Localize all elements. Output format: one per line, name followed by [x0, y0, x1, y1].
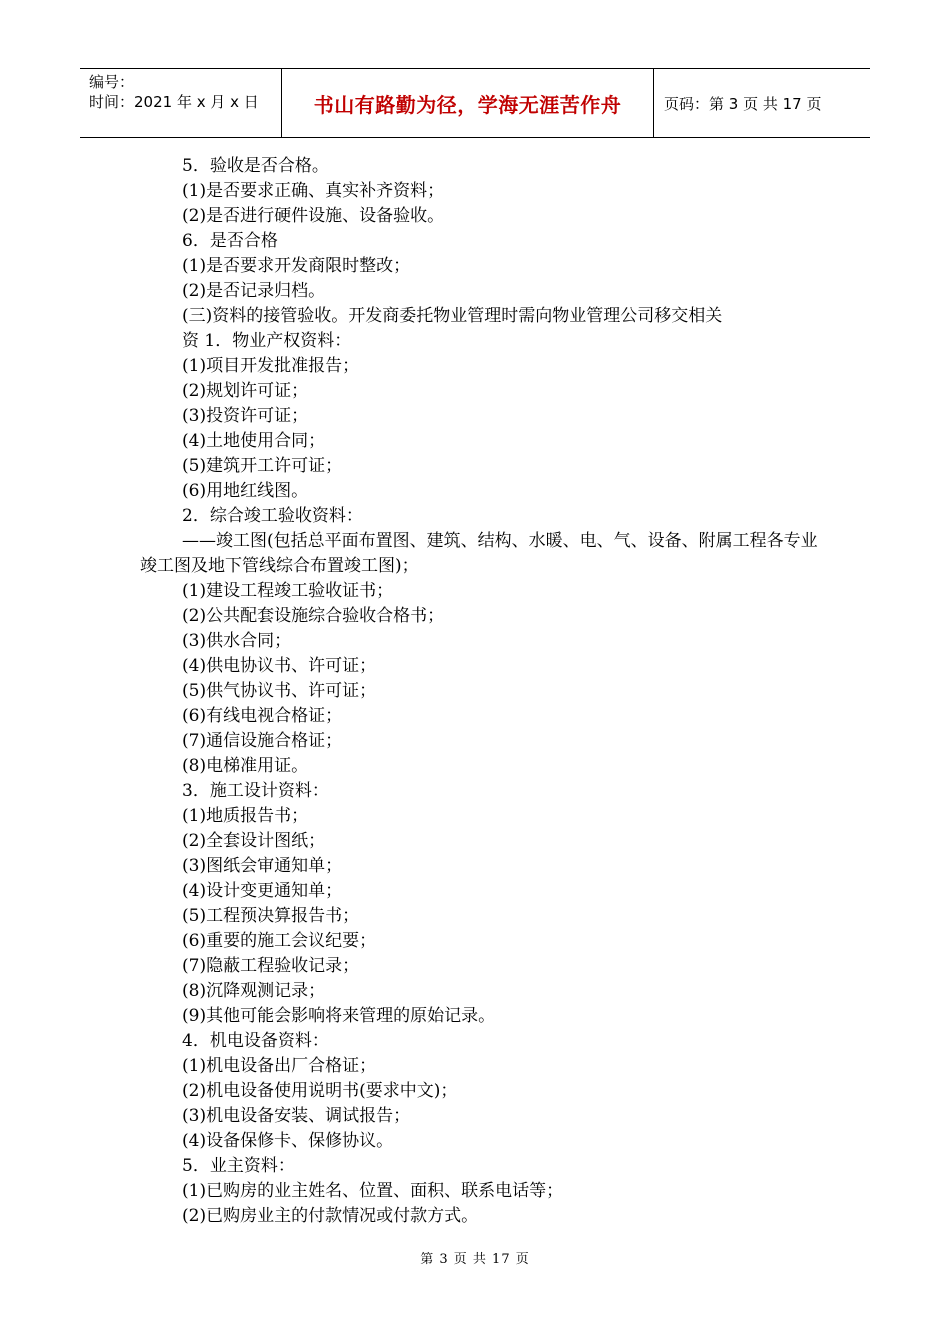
body-line: 资 1．物业产权资料：: [182, 331, 352, 351]
body-line: (6)用地红线图。: [182, 481, 309, 501]
body-line: (1)地质报告书；: [182, 806, 309, 826]
body-line: (9)其他可能会影响将来管理的原始记录。: [182, 1006, 496, 1026]
header-meta: [80, 69, 282, 137]
body-line: 3．施工设计资料：: [182, 781, 329, 801]
header-motto-cell: [282, 69, 654, 137]
body-line: (7)隐蔽工程验收记录；: [182, 956, 360, 976]
body-paragraph: ——竣工图(包括总平面布置图、建筑、结构、水暖、电、气、设备、附属工程各专业竣工图及地下管线综合布置竣工图)；: [140, 531, 818, 576]
body-line: (2)公共配套设施综合验收合格书；: [182, 606, 445, 626]
body-line: (2)规划许可证；: [182, 381, 309, 401]
body-line: (2)已购房业主的付款情况或付款方式。: [182, 1206, 479, 1226]
document-body: [140, 154, 820, 1229]
body-line: (8)沉降观测记录；: [182, 981, 326, 1001]
body-line: (3)投资许可证；: [182, 406, 309, 426]
body-line: (2)全套设计图纸；: [182, 831, 326, 851]
body-line: (6)有线电视合格证；: [182, 706, 343, 726]
body-line: 4．机电设备资料：: [182, 1031, 329, 1051]
body-line: (1)是否要求开发商限时整改；: [182, 256, 411, 276]
document-date: 时间：2021 年 x 月 x 日: [89, 93, 259, 111]
body-line: 6．是否合格: [182, 231, 278, 251]
body-line: (1)已购房的业主姓名、位置、面积、联系电话等；: [182, 1181, 564, 1201]
body-line: (三)资料的接管验收。开发商委托物业管理时需向物业管理公司移交相关: [182, 306, 723, 326]
body-line: (1)是否要求正确、真实补齐资料；: [182, 181, 445, 201]
body-line: (1)建设工程竣工验收证书；: [182, 581, 394, 601]
body-line: (3)供水合同；: [182, 631, 292, 651]
body-line: (1)项目开发批准报告；: [182, 356, 360, 376]
body-line: (3)图纸会审通知单；: [182, 856, 343, 876]
header-page-info: 页码：第 3 页 共 17 页: [664, 94, 822, 113]
body-line: 5．业主资料：: [182, 1156, 295, 1176]
body-line: 2．综合竣工验收资料：: [182, 506, 363, 526]
body-line: (4)设备保修卡、保修协议。: [182, 1131, 394, 1151]
body-line: (8)电梯准用证。: [182, 756, 309, 776]
body-line: (2)机电设备使用说明书(要求中文)；: [182, 1081, 458, 1101]
body-line: (3)机电设备安装、调试报告；: [182, 1106, 411, 1126]
header-motto: 书山有路勤为径，学海无涯苦作舟: [313, 92, 622, 117]
body-line: (1)机电设备出厂合格证；: [182, 1056, 377, 1076]
body-line: (2)是否记录归档。: [182, 281, 326, 301]
document-number-label: 编号：: [89, 73, 135, 91]
body-line: (6)重要的施工会议纪要；: [182, 931, 377, 951]
body-line: (4)土地使用合同；: [182, 431, 326, 451]
body-line: 5．验收是否合格。: [182, 156, 329, 176]
body-line: (2)是否进行硬件设施、设备验收。: [182, 206, 445, 226]
body-line: (4)设计变更通知单；: [182, 881, 343, 901]
body-line: (5)供气协议书、许可证；: [182, 681, 377, 701]
body-line: (4)供电协议书、许可证；: [182, 656, 377, 676]
page-header: [80, 68, 870, 138]
body-line: (7)通信设施合格证；: [182, 731, 343, 751]
body-line: (5)工程预决算报告书；: [182, 906, 360, 926]
body-line: (5)建筑开工许可证；: [182, 456, 343, 476]
page-footer: 第 3 页 共 17 页: [420, 1252, 530, 1267]
